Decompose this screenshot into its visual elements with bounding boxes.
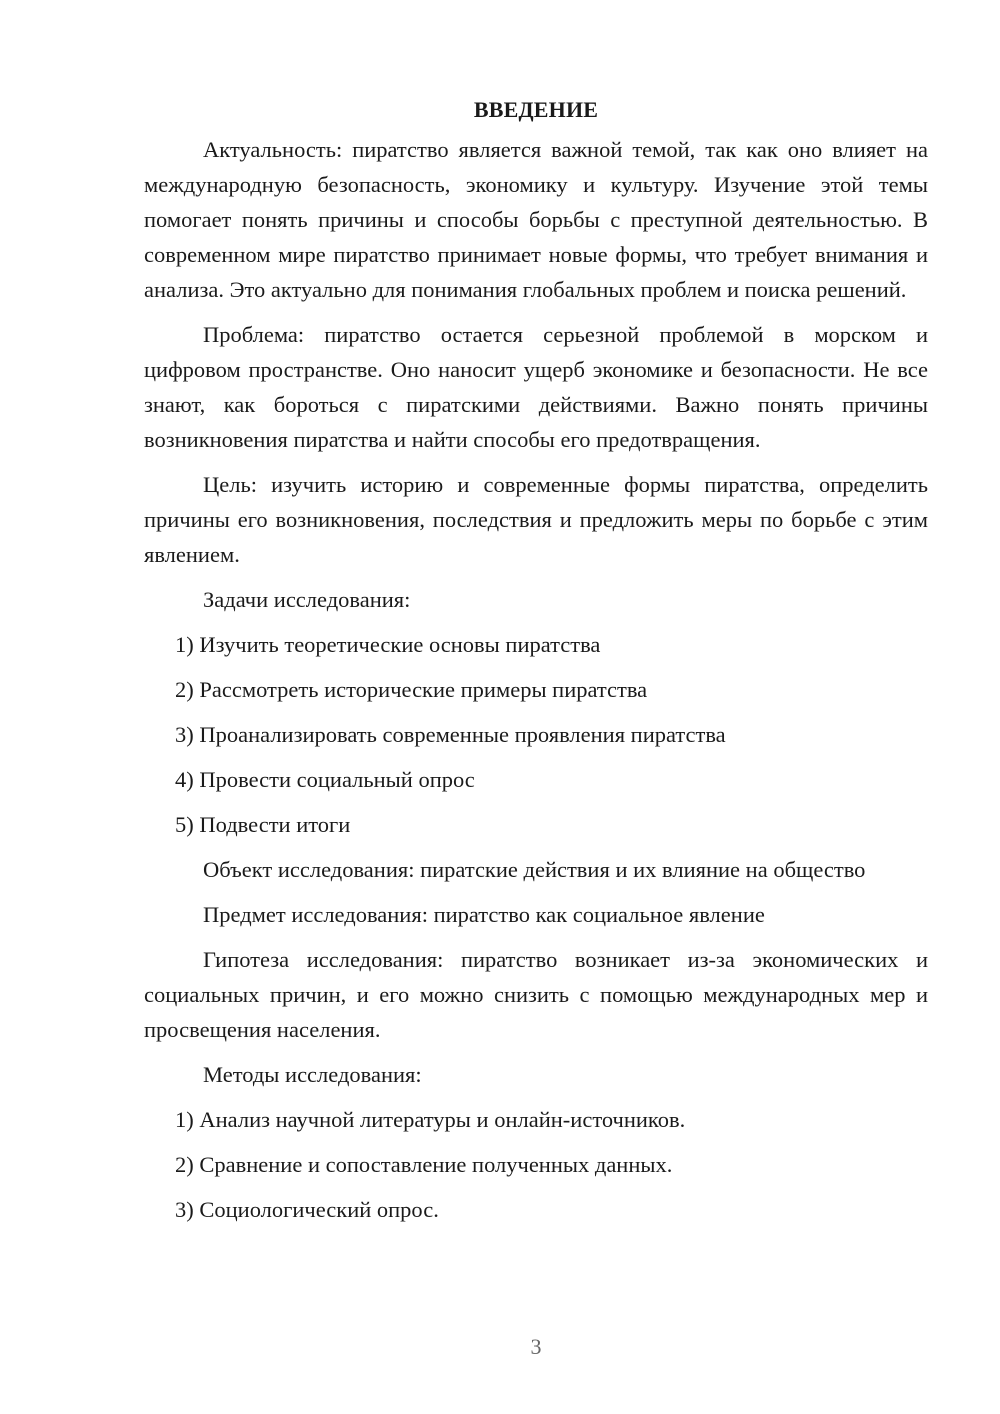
page-title: ВВЕДЕНИЕ — [473, 97, 599, 122]
methods-list — [144, 1102, 928, 1227]
page-number: 3 — [530, 1334, 542, 1359]
task-item: 5) Подвести итоги — [175, 812, 351, 837]
relevance-paragraph: Актуальность: пиратство является важной темой, так как оно влияет на международную безопасность, экономику и культуру. Изучение этой темы помогает понять причины и способы борьбы с преступной деятельностью. В современном мире пиратство принимает новые формы, что требует внимания и анализа. Это актуально для понимания глобальных проблем и поиска решений. — [144, 137, 928, 302]
task-item: 4) Провести социальный опрос — [175, 767, 475, 792]
tasks-heading: Задачи исследования: — [203, 587, 411, 612]
method-item: 1) Анализ научной литературы и онлайн-источников. — [175, 1107, 686, 1132]
problem-paragraph: Проблема: пиратство остается серьезной проблемой в морском и цифровом пространстве. Оно наносит ущерб экономике и безопасности. Не все знают, как бороться с пиратскими действиями. Важно понять причины возникновения пиратства и найти способы его предотвращения. — [144, 322, 928, 452]
goal-paragraph: Цель: изучить историю и современные формы пиратства, определить причины его возникновения, последствия и предложить меры по борьбе с этим явлением. — [144, 472, 928, 567]
method-item: 2) Сравнение и сопоставление полученных данных. — [175, 1152, 673, 1177]
object-paragraph: Объект исследования: пиратские действия и их влияние на общество — [203, 857, 866, 882]
task-item: 2) Рассмотреть исторические примеры пиратства — [175, 677, 648, 702]
document-page — [144, 92, 928, 1237]
task-item: 1) Изучить теоретические основы пиратства — [175, 632, 601, 657]
tasks-list — [144, 627, 928, 842]
methods-heading: Методы исследования: — [203, 1062, 422, 1087]
hypothesis-paragraph: Гипотеза исследования: пиратство возникает из-за экономических и социальных причин, и его можно снизить с помощью международных мер и просвещения населения. — [144, 947, 928, 1042]
task-item: 3) Проанализировать современные проявления пиратства — [175, 722, 726, 747]
subject-paragraph: Предмет исследования: пиратство как социальное явление — [203, 902, 765, 927]
method-item: 3) Социологический опрос. — [175, 1197, 439, 1222]
